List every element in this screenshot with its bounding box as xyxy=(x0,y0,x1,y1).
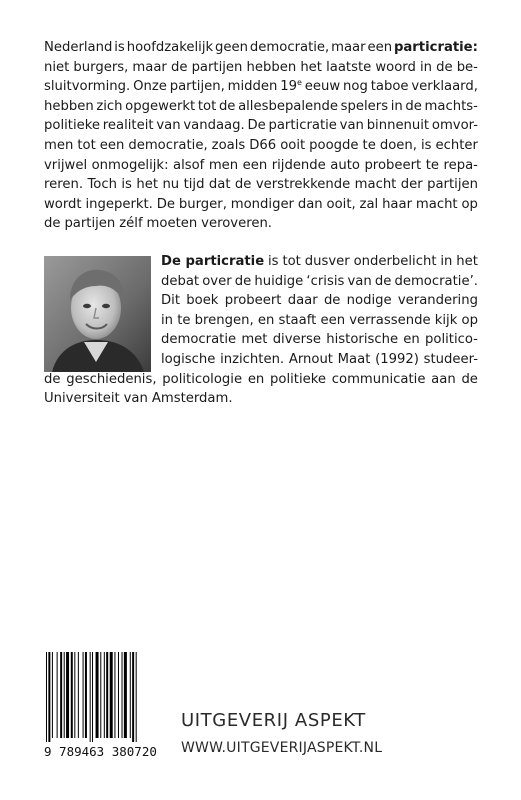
word: be- xyxy=(456,59,478,75)
word: probeert xyxy=(224,293,282,309)
barcode-bar xyxy=(52,652,53,738)
word: burgers, xyxy=(73,59,129,75)
barcode-bar xyxy=(60,652,62,738)
word: omvor- xyxy=(431,118,478,134)
barcode-bar xyxy=(100,652,101,738)
word: Toch xyxy=(87,177,117,193)
word: brengen, xyxy=(194,312,254,328)
word: geschiedenis, xyxy=(66,371,157,387)
word: maar xyxy=(331,40,366,55)
blurb-line xyxy=(44,156,478,176)
word: is xyxy=(114,40,125,55)
word: diverse xyxy=(272,332,322,348)
word: is xyxy=(420,137,432,153)
word: zoals xyxy=(211,137,246,153)
word: de xyxy=(461,371,478,387)
word: een xyxy=(242,157,268,173)
word: daar xyxy=(287,293,318,309)
barcode-bar xyxy=(122,652,123,738)
word: maar xyxy=(132,59,167,75)
word: het xyxy=(456,254,478,269)
word: men xyxy=(44,137,74,153)
word: politieke xyxy=(44,118,100,134)
barcode-bar xyxy=(71,652,73,738)
author-photo xyxy=(44,256,151,372)
barcode-bar xyxy=(66,652,69,738)
word: (1992) xyxy=(375,351,419,367)
barcode-bar xyxy=(124,652,127,738)
word: eeuw xyxy=(304,79,341,95)
word: in xyxy=(161,312,174,328)
blurb-line xyxy=(44,175,478,195)
publisher-name: UITGEVERIJ ASPEKT xyxy=(181,710,366,731)
word: verstrekkende xyxy=(255,177,351,193)
word: communicatie xyxy=(331,371,426,387)
barcode-bar xyxy=(132,652,134,742)
word: moeten xyxy=(146,216,198,232)
word: in xyxy=(440,254,453,269)
word: een xyxy=(99,137,125,153)
word: Dit xyxy=(161,293,180,309)
blurb-line xyxy=(44,116,478,136)
word: kijk xyxy=(434,312,458,328)
word: te xyxy=(177,312,191,328)
word: Maat xyxy=(337,351,371,367)
word: allesbepalende xyxy=(238,98,339,114)
bio-line xyxy=(161,252,478,272)
word: Nederland xyxy=(44,40,113,55)
word: studeer- xyxy=(423,351,478,367)
barcode-bar xyxy=(104,652,105,738)
word: het xyxy=(136,177,159,193)
word: particratie xyxy=(268,118,337,134)
word: niet xyxy=(44,59,70,75)
word: de xyxy=(44,216,61,232)
word: haar xyxy=(382,196,413,212)
word: inzichten. xyxy=(220,351,285,367)
word: democratie, xyxy=(128,137,208,153)
word: politicologie xyxy=(162,371,243,387)
word: Universiteit xyxy=(44,391,120,407)
word: tot xyxy=(282,254,301,269)
back-cover-blurb xyxy=(44,38,478,234)
word: alsof xyxy=(173,157,205,173)
word: mondiger xyxy=(230,196,294,212)
word: dan xyxy=(297,196,323,212)
word: zich xyxy=(96,98,123,114)
word: in xyxy=(390,98,403,114)
word: verrassende xyxy=(349,312,431,328)
barcode-bar xyxy=(46,652,47,742)
blurb-line xyxy=(44,97,478,117)
word: zélf xyxy=(119,216,143,232)
barcode-bar xyxy=(83,652,84,738)
word: van xyxy=(347,273,372,289)
word: democratie, xyxy=(249,40,330,55)
bio-line xyxy=(44,370,478,390)
word: partijen xyxy=(64,216,116,232)
word: over xyxy=(202,273,232,289)
word: probeert xyxy=(364,157,422,173)
word: machts- xyxy=(424,98,478,114)
publisher-block xyxy=(181,710,382,758)
bio-line xyxy=(161,350,478,370)
word: partijen xyxy=(427,177,478,193)
barcode-bar xyxy=(90,652,91,742)
isbn-digits: 9 789463 380720 xyxy=(44,744,157,759)
word: en xyxy=(247,371,265,387)
word: aan xyxy=(431,371,456,387)
word: geen xyxy=(215,40,249,55)
word: partijen, xyxy=(169,79,225,95)
word: politico- xyxy=(425,332,478,348)
word: onmogelijk: xyxy=(91,157,169,173)
word: partijen xyxy=(191,59,243,75)
bio-line xyxy=(161,330,478,350)
word: De xyxy=(156,196,176,212)
barcode-bar xyxy=(114,652,115,738)
word: sluitvorming. xyxy=(44,79,131,95)
barcode-bar xyxy=(92,652,93,742)
publisher-url: WWW.UITGEVERIJASPEKT.NL xyxy=(181,740,383,756)
word: de xyxy=(218,98,236,114)
word: ooit xyxy=(280,137,306,153)
barcode-bar xyxy=(74,652,75,738)
blurb-line xyxy=(44,195,478,215)
word: taboe xyxy=(370,79,409,95)
bio-line xyxy=(44,389,478,409)
word: zal xyxy=(359,196,379,212)
word: een xyxy=(320,312,346,328)
blurb-line xyxy=(44,214,478,234)
barcode-bar xyxy=(85,652,87,738)
word: huidige xyxy=(254,273,304,289)
bio-line xyxy=(161,311,478,331)
word: een xyxy=(367,40,393,55)
word: logische xyxy=(161,351,216,367)
word: vandaag. xyxy=(183,118,245,134)
word: realiteit xyxy=(102,118,154,134)
word: te xyxy=(362,137,376,153)
word: Onze xyxy=(133,79,167,95)
blurb-line xyxy=(44,58,478,78)
barcode-bar xyxy=(78,652,79,738)
blurb-line xyxy=(44,136,478,156)
word: de xyxy=(405,98,422,114)
word: dat xyxy=(208,177,231,193)
bio-line xyxy=(161,291,478,311)
word: tijd xyxy=(183,177,205,193)
word: vrijwel xyxy=(44,157,88,173)
word: is xyxy=(121,177,132,193)
word: men xyxy=(208,157,239,173)
barcode-bar xyxy=(136,652,137,742)
word: reren. xyxy=(44,177,84,193)
bio-line xyxy=(161,272,478,292)
word: Amsterdam. xyxy=(151,391,233,407)
word: de xyxy=(436,59,453,75)
author-portrait-icon xyxy=(44,256,151,372)
word: spelers xyxy=(340,98,389,114)
blurb-line xyxy=(44,38,478,58)
barcode-bar xyxy=(118,652,119,738)
word: binnenuit xyxy=(366,118,430,134)
word: in xyxy=(419,59,432,75)
word: tot xyxy=(77,137,96,153)
word: repa- xyxy=(443,157,478,173)
word: wordt xyxy=(44,196,82,212)
word: poogde xyxy=(309,137,359,153)
word: Arnout xyxy=(288,351,333,367)
word: te xyxy=(425,157,439,173)
word: macht xyxy=(415,196,458,212)
word: nu xyxy=(162,177,180,193)
word: veroveren. xyxy=(201,216,273,232)
word: van xyxy=(123,391,148,407)
word: politieke xyxy=(270,371,327,387)
word: historische xyxy=(326,332,399,348)
word: ‘crisis xyxy=(306,273,345,289)
barcode-bar xyxy=(130,652,131,738)
word: de xyxy=(323,293,341,309)
word: tot xyxy=(197,98,217,114)
word: midden xyxy=(227,79,278,95)
word: burger, xyxy=(178,196,227,212)
keyword-particratie: particratie: xyxy=(393,40,478,55)
word: der xyxy=(400,177,423,193)
word: hebben xyxy=(44,98,94,114)
barcode-bar xyxy=(96,652,99,738)
book-title: De particratie xyxy=(161,254,265,269)
word: dusver xyxy=(304,254,350,269)
word: debat xyxy=(161,273,200,289)
word: de xyxy=(374,273,392,289)
word: de xyxy=(44,371,61,387)
word: laatste xyxy=(326,59,372,75)
word: onderbelicht xyxy=(353,254,437,269)
word: ingeperkt. xyxy=(85,196,153,212)
word: hebben xyxy=(246,59,297,75)
word: auto xyxy=(330,157,360,173)
word: boek xyxy=(186,293,219,309)
word: op xyxy=(461,196,478,212)
century-19e: 19e xyxy=(280,78,302,95)
word: opgewerkt xyxy=(125,98,196,114)
word: op xyxy=(461,312,478,328)
barcode-icon xyxy=(44,652,170,742)
word: de xyxy=(234,177,252,193)
word: democratie’. xyxy=(394,273,478,289)
barcode-bar xyxy=(64,652,65,738)
word: en xyxy=(403,332,420,348)
word: nodige xyxy=(346,293,392,309)
word: van xyxy=(339,118,364,134)
word: macht xyxy=(354,177,397,193)
barcode-bar xyxy=(106,652,108,738)
word: rijdende xyxy=(271,157,326,173)
word: verandering xyxy=(397,293,478,309)
word: doen, xyxy=(379,137,417,153)
blurb-line xyxy=(44,77,478,97)
word: is xyxy=(268,254,279,269)
word: staaft xyxy=(278,312,317,328)
barcode-bar xyxy=(48,652,50,742)
word: echter xyxy=(435,137,478,153)
word: de xyxy=(234,273,252,289)
word: De xyxy=(247,118,266,134)
word: en xyxy=(257,312,275,328)
word: D66 xyxy=(249,137,277,153)
word: hoofdzakelijk xyxy=(126,40,214,55)
word: met xyxy=(241,332,268,348)
word: van xyxy=(156,118,181,134)
word: het xyxy=(300,59,322,75)
word: verklaard, xyxy=(411,79,478,95)
word: nog xyxy=(343,79,368,95)
word: woord xyxy=(375,59,416,75)
word: democratie xyxy=(161,332,237,348)
barcode-bar xyxy=(57,652,58,738)
author-bio xyxy=(44,252,478,409)
word: de xyxy=(170,59,188,75)
word: ooit, xyxy=(326,196,356,212)
barcode-bar xyxy=(110,652,113,738)
